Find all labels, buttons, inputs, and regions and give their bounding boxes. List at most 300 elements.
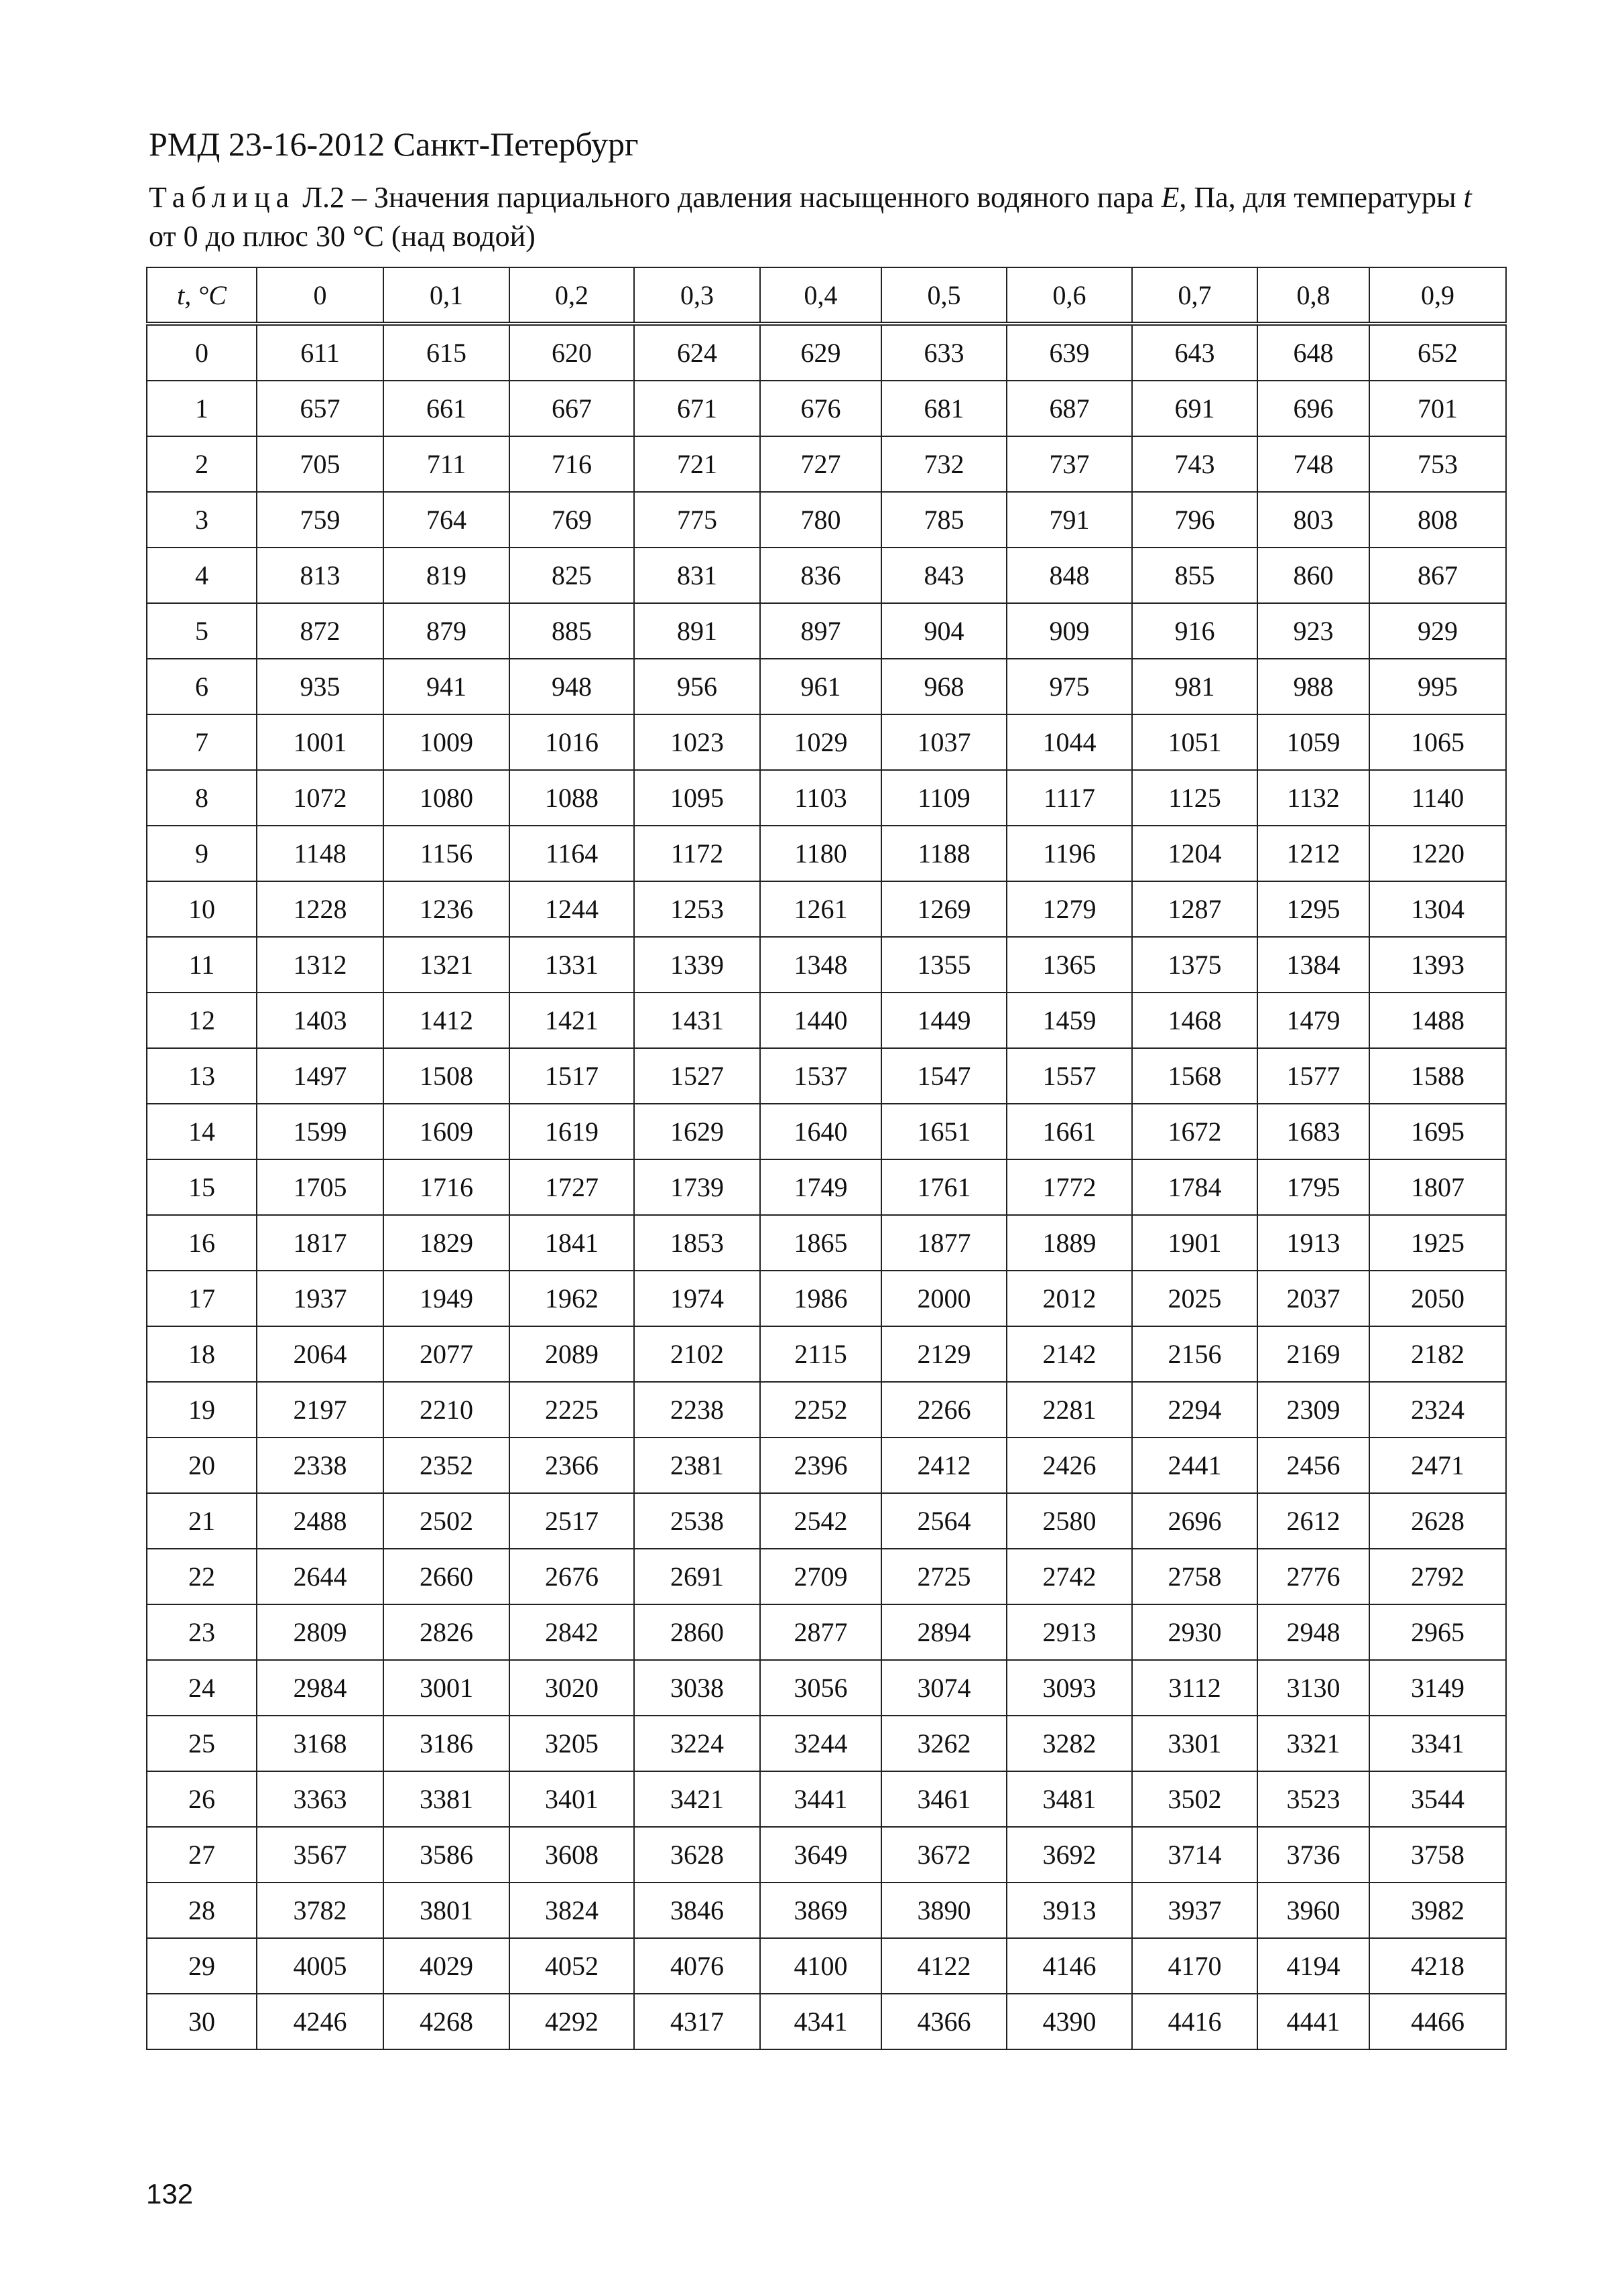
- table-row: [147, 714, 1506, 770]
- pressure-value-cell: 909: [1007, 603, 1132, 659]
- caption-text-part3: от 0 до плюс 30 °С (над водой): [149, 220, 536, 253]
- pressure-value-cell: 3937: [1132, 1883, 1257, 1938]
- pressure-value-cell: 813: [257, 548, 383, 603]
- pressure-value-cell: 2238: [634, 1382, 760, 1438]
- pressure-value-cell: 2115: [760, 1326, 881, 1382]
- table-row: [147, 1938, 1506, 1994]
- row-temperature-cell: 17: [147, 1271, 257, 1326]
- pressure-value-cell: 2352: [383, 1438, 509, 1493]
- row-temperature-cell: 7: [147, 714, 257, 770]
- pressure-value-cell: 3038: [634, 1660, 760, 1716]
- pressure-value-cell: 3421: [634, 1771, 760, 1827]
- pressure-value-cell: 3441: [760, 1771, 881, 1827]
- pressure-value-cell: 1829: [383, 1215, 509, 1271]
- pressure-value-cell: 988: [1257, 659, 1369, 714]
- pressure-value-cell: 4341: [760, 1994, 881, 2049]
- pressure-value-cell: 1188: [881, 826, 1007, 881]
- pressure-value-cell: 1877: [881, 1215, 1007, 1271]
- pressure-value-cell: 3461: [881, 1771, 1007, 1827]
- pressure-value-cell: 1795: [1257, 1159, 1369, 1215]
- pressure-value-cell: 1412: [383, 993, 509, 1048]
- pressure-value-cell: 1080: [383, 770, 509, 826]
- table-row: [147, 1716, 1506, 1771]
- pressure-value-cell: 2894: [881, 1604, 1007, 1660]
- pressure-value-cell: 1204: [1132, 826, 1257, 881]
- pressure-value-cell: 1403: [257, 993, 383, 1048]
- pressure-value-cell: 4268: [383, 1994, 509, 2049]
- row-temperature-cell: 6: [147, 659, 257, 714]
- pressure-value-cell: 4317: [634, 1994, 760, 2049]
- pressure-value-cell: 3692: [1007, 1827, 1132, 1883]
- pressure-value-cell: 615: [383, 324, 509, 381]
- pressure-value-cell: 1164: [509, 826, 634, 881]
- row-temperature-cell: 26: [147, 1771, 257, 1827]
- pressure-value-cell: 3244: [760, 1716, 881, 1771]
- pressure-value-cell: 4122: [881, 1938, 1007, 1994]
- pressure-value-cell: 843: [881, 548, 1007, 603]
- pressure-value-cell: 1331: [509, 937, 634, 993]
- pressure-value-cell: 1672: [1132, 1104, 1257, 1159]
- pressure-value-cell: 3262: [881, 1716, 1007, 1771]
- pressure-value-cell: 1949: [383, 1271, 509, 1326]
- pressure-value-cell: 897: [760, 603, 881, 659]
- pressure-value-cell: 2792: [1369, 1549, 1506, 1604]
- pressure-value-cell: 2102: [634, 1326, 760, 1382]
- pressure-value-cell: 667: [509, 381, 634, 436]
- pressure-value-cell: 3112: [1132, 1660, 1257, 1716]
- pressure-value-cell: 803: [1257, 492, 1369, 548]
- pressure-value-cell: 1321: [383, 937, 509, 993]
- pressure-value-cell: 2471: [1369, 1438, 1506, 1493]
- table-row: [147, 1438, 1506, 1493]
- pressure-value-cell: 775: [634, 492, 760, 548]
- pressure-value-cell: 4052: [509, 1938, 634, 1994]
- table-caption: [149, 178, 1496, 256]
- pressure-value-cell: 1537: [760, 1048, 881, 1104]
- pressure-value-cell: 1937: [257, 1271, 383, 1326]
- pressure-value-cell: 2984: [257, 1660, 383, 1716]
- pressure-value-cell: 995: [1369, 659, 1506, 714]
- pressure-value-cell: 1925: [1369, 1215, 1506, 1271]
- table-row: [147, 993, 1506, 1048]
- pressure-value-cell: 1287: [1132, 881, 1257, 937]
- pressure-value-cell: 948: [509, 659, 634, 714]
- pressure-value-cell: 2948: [1257, 1604, 1369, 1660]
- pressure-value-cell: 3481: [1007, 1771, 1132, 1827]
- pressure-value-cell: 1588: [1369, 1048, 1506, 1104]
- pressure-value-cell: 1853: [634, 1215, 760, 1271]
- pressure-value-cell: 3801: [383, 1883, 509, 1938]
- pressure-value-cell: 2676: [509, 1549, 634, 1604]
- pressure-value-cell: 1727: [509, 1159, 634, 1215]
- pressure-value-cell: 2660: [383, 1549, 509, 1604]
- pressure-value-cell: 3074: [881, 1660, 1007, 1716]
- pressure-value-cell: 4100: [760, 1938, 881, 1994]
- pressure-value-cell: 923: [1257, 603, 1369, 659]
- pressure-value-cell: 981: [1132, 659, 1257, 714]
- pressure-value-cell: 3001: [383, 1660, 509, 1716]
- pressure-value-cell: 1449: [881, 993, 1007, 1048]
- pressure-table: [146, 267, 1507, 2050]
- pressure-value-cell: 2050: [1369, 1271, 1506, 1326]
- table-row: [147, 1048, 1506, 1104]
- pressure-value-cell: 1212: [1257, 826, 1369, 881]
- pressure-value-cell: 1196: [1007, 826, 1132, 881]
- pressure-value-cell: 3567: [257, 1827, 383, 1883]
- pressure-value-cell: 961: [760, 659, 881, 714]
- caption-number: Л.2: [302, 181, 345, 214]
- table-row: [147, 381, 1506, 436]
- pressure-value-cell: 904: [881, 603, 1007, 659]
- pressure-value-cell: 4146: [1007, 1938, 1132, 1994]
- pressure-value-cell: 3341: [1369, 1716, 1506, 1771]
- pressure-value-cell: 1051: [1132, 714, 1257, 770]
- pressure-value-cell: 1001: [257, 714, 383, 770]
- pressure-value-cell: 1901: [1132, 1215, 1257, 1271]
- table-row: [147, 1660, 1506, 1716]
- row-temperature-cell: 9: [147, 826, 257, 881]
- pressure-value-cell: 825: [509, 548, 634, 603]
- header-cell-tenths: 0,6: [1007, 267, 1132, 324]
- pressure-value-cell: 3982: [1369, 1883, 1506, 1938]
- header-cell-tenths: 0: [257, 267, 383, 324]
- header-cell-temperature: t, °С: [147, 267, 257, 324]
- pressure-value-cell: 639: [1007, 324, 1132, 381]
- pressure-value-cell: 1784: [1132, 1159, 1257, 1215]
- pressure-value-cell: 2338: [257, 1438, 383, 1493]
- pressure-value-cell: 687: [1007, 381, 1132, 436]
- table-row: [147, 1159, 1506, 1215]
- pressure-value-cell: 780: [760, 492, 881, 548]
- pressure-value-cell: 1065: [1369, 714, 1506, 770]
- pressure-value-cell: 3628: [634, 1827, 760, 1883]
- row-temperature-cell: 1: [147, 381, 257, 436]
- row-temperature-cell: 18: [147, 1326, 257, 1382]
- pressure-value-cell: 648: [1257, 324, 1369, 381]
- pressure-value-cell: 1761: [881, 1159, 1007, 1215]
- pressure-value-cell: 681: [881, 381, 1007, 436]
- pressure-value-cell: 1132: [1257, 770, 1369, 826]
- row-temperature-cell: 13: [147, 1048, 257, 1104]
- pressure-value-cell: 1172: [634, 826, 760, 881]
- pressure-value-cell: 2488: [257, 1493, 383, 1549]
- table-row: [147, 1271, 1506, 1326]
- row-temperature-cell: 29: [147, 1938, 257, 1994]
- pressure-value-cell: 2860: [634, 1604, 760, 1660]
- table-row: [147, 1215, 1506, 1271]
- pressure-value-cell: 1547: [881, 1048, 1007, 1104]
- pressure-value-cell: 1749: [760, 1159, 881, 1215]
- pressure-value-cell: 4390: [1007, 1994, 1132, 2049]
- pressure-value-cell: 1488: [1369, 993, 1506, 1048]
- pressure-value-cell: 1695: [1369, 1104, 1506, 1159]
- pressure-value-cell: 4218: [1369, 1938, 1506, 1994]
- row-temperature-cell: 19: [147, 1382, 257, 1438]
- pressure-value-cell: 2877: [760, 1604, 881, 1660]
- table-row: [147, 1827, 1506, 1883]
- table-row: [147, 770, 1506, 826]
- pressure-value-cell: 1269: [881, 881, 1007, 937]
- row-temperature-cell: 2: [147, 436, 257, 492]
- pressure-value-cell: 2281: [1007, 1382, 1132, 1438]
- pressure-value-cell: 1629: [634, 1104, 760, 1159]
- pressure-value-cell: 620: [509, 324, 634, 381]
- pressure-value-cell: 1016: [509, 714, 634, 770]
- pressure-value-cell: 1148: [257, 826, 383, 881]
- pressure-value-cell: 633: [881, 324, 1007, 381]
- row-temperature-cell: 15: [147, 1159, 257, 1215]
- pressure-value-cell: 2129: [881, 1326, 1007, 1382]
- pressure-value-cell: 3168: [257, 1716, 383, 1771]
- pressure-value-cell: 1088: [509, 770, 634, 826]
- row-temperature-cell: 16: [147, 1215, 257, 1271]
- pressure-value-cell: 1619: [509, 1104, 634, 1159]
- row-temperature-cell: 10: [147, 881, 257, 937]
- pressure-value-cell: 3149: [1369, 1660, 1506, 1716]
- pressure-value-cell: 4170: [1132, 1938, 1257, 1994]
- table-row: [147, 1771, 1506, 1827]
- header-cell-tenths: 0,4: [760, 267, 881, 324]
- table-header-row: [147, 267, 1506, 324]
- pressure-value-cell: 2691: [634, 1549, 760, 1604]
- pressure-value-cell: 3890: [881, 1883, 1007, 1938]
- pressure-value-cell: 796: [1132, 492, 1257, 548]
- pressure-value-cell: 1103: [760, 770, 881, 826]
- pressure-value-cell: 701: [1369, 381, 1506, 436]
- pressure-value-cell: 4029: [383, 1938, 509, 1994]
- pressure-value-cell: 1609: [383, 1104, 509, 1159]
- pressure-value-cell: 2412: [881, 1438, 1007, 1493]
- pressure-value-cell: 3913: [1007, 1883, 1132, 1938]
- pressure-value-cell: 629: [760, 324, 881, 381]
- pressure-value-cell: 1156: [383, 826, 509, 881]
- pressure-value-cell: 848: [1007, 548, 1132, 603]
- pressure-value-cell: 3205: [509, 1716, 634, 1771]
- pressure-value-cell: 3130: [1257, 1660, 1369, 1716]
- pressure-value-cell: 3186: [383, 1716, 509, 1771]
- pressure-value-cell: 1716: [383, 1159, 509, 1215]
- pressure-value-cell: 1986: [760, 1271, 881, 1326]
- pressure-value-cell: 2542: [760, 1493, 881, 1549]
- pressure-value-cell: 1261: [760, 881, 881, 937]
- pressure-value-cell: 1807: [1369, 1159, 1506, 1215]
- pressure-value-cell: 867: [1369, 548, 1506, 603]
- pressure-value-cell: 1117: [1007, 770, 1132, 826]
- pressure-value-cell: 3544: [1369, 1771, 1506, 1827]
- pressure-value-cell: 2210: [383, 1382, 509, 1438]
- caption-symbol-t: t: [1463, 181, 1472, 214]
- pressure-value-cell: 2538: [634, 1493, 760, 1549]
- pressure-value-cell: 691: [1132, 381, 1257, 436]
- row-temperature-cell: 24: [147, 1660, 257, 1716]
- row-temperature-cell: 25: [147, 1716, 257, 1771]
- pressure-value-cell: 1312: [257, 937, 383, 993]
- pressure-value-cell: 1772: [1007, 1159, 1132, 1215]
- pressure-value-cell: 1393: [1369, 937, 1506, 993]
- pressure-value-cell: 872: [257, 603, 383, 659]
- pressure-value-cell: 975: [1007, 659, 1132, 714]
- table-row: [147, 1493, 1506, 1549]
- caption-text-part2: , Па, для температуры: [1179, 181, 1464, 214]
- pressure-value-cell: 929: [1369, 603, 1506, 659]
- pressure-value-cell: 732: [881, 436, 1007, 492]
- table-row: [147, 881, 1506, 937]
- table-row: [147, 548, 1506, 603]
- pressure-value-cell: 1640: [760, 1104, 881, 1159]
- pressure-value-cell: 2965: [1369, 1604, 1506, 1660]
- pressure-value-cell: 721: [634, 436, 760, 492]
- pressure-value-cell: 3224: [634, 1716, 760, 1771]
- pressure-value-cell: 3960: [1257, 1883, 1369, 1938]
- row-temperature-cell: 30: [147, 1994, 257, 2049]
- header-cell-tenths: 0,5: [881, 267, 1007, 324]
- pressure-value-cell: 2580: [1007, 1493, 1132, 1549]
- pressure-value-cell: 769: [509, 492, 634, 548]
- pressure-value-cell: 2564: [881, 1493, 1007, 1549]
- pressure-value-cell: 2324: [1369, 1382, 1506, 1438]
- pressure-value-cell: 791: [1007, 492, 1132, 548]
- pressure-value-cell: 1865: [760, 1215, 881, 1271]
- pressure-value-cell: 4416: [1132, 1994, 1257, 2049]
- pressure-value-cell: 831: [634, 548, 760, 603]
- pressure-value-cell: 2809: [257, 1604, 383, 1660]
- pressure-value-cell: 3736: [1257, 1827, 1369, 1883]
- pressure-value-cell: 1661: [1007, 1104, 1132, 1159]
- pressure-value-cell: 3523: [1257, 1771, 1369, 1827]
- pressure-value-cell: 935: [257, 659, 383, 714]
- header-cell-tenths: 0,2: [509, 267, 634, 324]
- pressure-value-cell: 1236: [383, 881, 509, 937]
- pressure-value-cell: 1651: [881, 1104, 1007, 1159]
- pressure-value-cell: 711: [383, 436, 509, 492]
- header-cell-tenths: 0,1: [383, 267, 509, 324]
- pressure-value-cell: 1479: [1257, 993, 1369, 1048]
- pressure-value-cell: 705: [257, 436, 383, 492]
- pressure-value-cell: 2366: [509, 1438, 634, 1493]
- header-cell-tenths: 0,8: [1257, 267, 1369, 324]
- pressure-value-cell: 1599: [257, 1104, 383, 1159]
- pressure-value-cell: 671: [634, 381, 760, 436]
- pressure-value-cell: 2089: [509, 1326, 634, 1382]
- pressure-value-cell: 3401: [509, 1771, 634, 1827]
- pressure-value-cell: 785: [881, 492, 1007, 548]
- pressure-value-cell: 1348: [760, 937, 881, 993]
- pressure-value-cell: 1375: [1132, 937, 1257, 993]
- pressure-value-cell: 2776: [1257, 1549, 1369, 1604]
- pressure-value-cell: 4076: [634, 1938, 760, 1994]
- table-row: [147, 826, 1506, 881]
- pressure-value-cell: 1253: [634, 881, 760, 937]
- pressure-value-cell: 661: [383, 381, 509, 436]
- pressure-value-cell: 3363: [257, 1771, 383, 1827]
- table-row: [147, 1994, 1506, 2049]
- row-temperature-cell: 3: [147, 492, 257, 548]
- pressure-value-cell: 2064: [257, 1326, 383, 1382]
- table-row: [147, 436, 1506, 492]
- pressure-value-cell: 1889: [1007, 1215, 1132, 1271]
- pressure-value-cell: 3056: [760, 1660, 881, 1716]
- table-row: [147, 1604, 1506, 1660]
- pressure-value-cell: 1339: [634, 937, 760, 993]
- pressure-value-cell: 2182: [1369, 1326, 1506, 1382]
- pressure-value-cell: 737: [1007, 436, 1132, 492]
- pressure-value-cell: 716: [509, 436, 634, 492]
- pressure-value-cell: 4466: [1369, 1994, 1506, 2049]
- table-row: [147, 1104, 1506, 1159]
- pressure-value-cell: 956: [634, 659, 760, 714]
- pressure-value-cell: 891: [634, 603, 760, 659]
- row-temperature-cell: 27: [147, 1827, 257, 1883]
- pressure-value-cell: 1355: [881, 937, 1007, 993]
- pressure-value-cell: 1365: [1007, 937, 1132, 993]
- pressure-value-cell: 855: [1132, 548, 1257, 603]
- pressure-value-cell: 1044: [1007, 714, 1132, 770]
- pressure-value-cell: 727: [760, 436, 881, 492]
- pressure-value-cell: 1705: [257, 1159, 383, 1215]
- pressure-value-cell: 1962: [509, 1271, 634, 1326]
- caption-symbol-e: E: [1161, 181, 1180, 214]
- table-body: [147, 324, 1506, 2049]
- pressure-value-cell: 4246: [257, 1994, 383, 2049]
- pressure-value-cell: 1440: [760, 993, 881, 1048]
- pressure-value-cell: 2252: [760, 1382, 881, 1438]
- pressure-value-cell: 1517: [509, 1048, 634, 1104]
- pressure-value-cell: 2025: [1132, 1271, 1257, 1326]
- pressure-value-cell: 2742: [1007, 1549, 1132, 1604]
- page-number: 132: [146, 2178, 194, 2210]
- pressure-value-cell: 1140: [1369, 770, 1506, 826]
- row-temperature-cell: 8: [147, 770, 257, 826]
- pressure-value-cell: 3381: [383, 1771, 509, 1827]
- pressure-value-cell: 1568: [1132, 1048, 1257, 1104]
- pressure-value-cell: 611: [257, 324, 383, 381]
- header-cell-tenths: 0,7: [1132, 267, 1257, 324]
- pressure-value-cell: 1817: [257, 1215, 383, 1271]
- table-row: [147, 324, 1506, 381]
- pressure-value-cell: 753: [1369, 436, 1506, 492]
- pressure-value-cell: 1508: [383, 1048, 509, 1104]
- pressure-value-cell: 4441: [1257, 1994, 1369, 2049]
- row-temperature-cell: 14: [147, 1104, 257, 1159]
- pressure-value-cell: 3282: [1007, 1716, 1132, 1771]
- pressure-value-cell: 1029: [760, 714, 881, 770]
- pressure-value-cell: 2826: [383, 1604, 509, 1660]
- pressure-value-cell: 3093: [1007, 1660, 1132, 1716]
- pressure-value-cell: 941: [383, 659, 509, 714]
- table-row: [147, 659, 1506, 714]
- pressure-value-cell: 3758: [1369, 1827, 1506, 1883]
- pressure-value-cell: 1279: [1007, 881, 1132, 937]
- pressure-value-cell: 652: [1369, 324, 1506, 381]
- pressure-value-cell: 3824: [509, 1883, 634, 1938]
- pressure-value-cell: 3649: [760, 1827, 881, 1883]
- pressure-value-cell: 1220: [1369, 826, 1506, 881]
- row-temperature-cell: 21: [147, 1493, 257, 1549]
- pressure-value-cell: 2725: [881, 1549, 1007, 1604]
- pressure-value-cell: 3782: [257, 1883, 383, 1938]
- pressure-value-cell: 1459: [1007, 993, 1132, 1048]
- pressure-value-cell: 4005: [257, 1938, 383, 1994]
- table-row: [147, 603, 1506, 659]
- pressure-value-cell: 1037: [881, 714, 1007, 770]
- table-row: [147, 1382, 1506, 1438]
- header-cell-tenths: 0,3: [634, 267, 760, 324]
- pressure-value-cell: 2266: [881, 1382, 1007, 1438]
- pressure-value-cell: 3714: [1132, 1827, 1257, 1883]
- pressure-value-cell: 2309: [1257, 1382, 1369, 1438]
- pressure-value-cell: 860: [1257, 548, 1369, 603]
- table-row: [147, 1326, 1506, 1382]
